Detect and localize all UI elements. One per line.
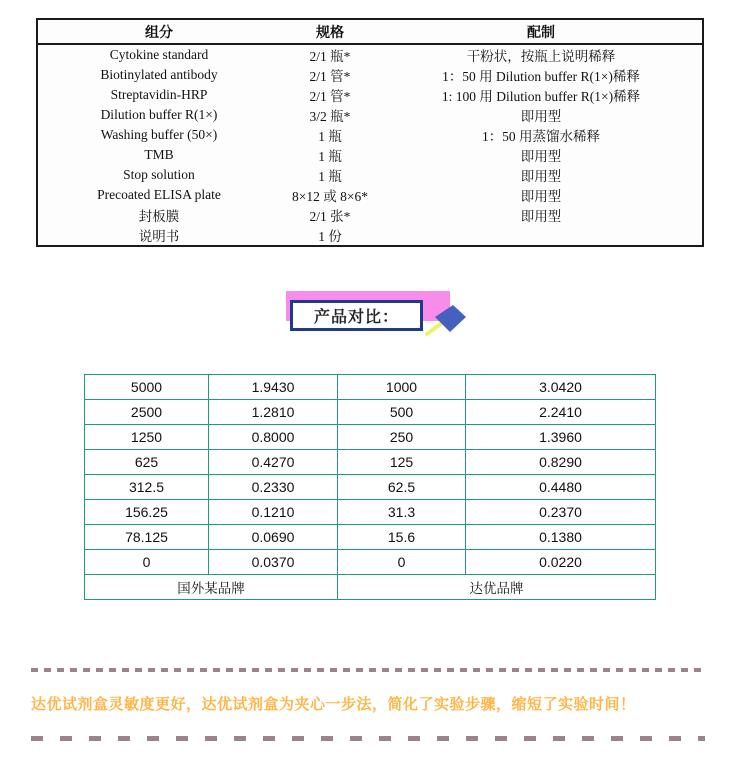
brand-b-concentration-cell: 15.6 [338, 525, 466, 550]
component-cell: 说明书 [138, 229, 180, 244]
prep-cell: 即用型 [520, 209, 562, 224]
brand-a-concentration-cell: 156.25 [85, 500, 209, 525]
brand-b-od-cell: 2.2410 [466, 400, 656, 425]
comparison-table-row [85, 375, 656, 400]
brand-b-concentration-cell: 500 [338, 400, 466, 425]
components-table-row [37, 105, 703, 125]
badge-label-box [290, 300, 423, 331]
brand-a-od-cell: 0.0370 [209, 550, 338, 575]
spec-cell: 2/1 管* [309, 89, 351, 104]
comparison-table-row [85, 550, 656, 575]
comparison-table-row [85, 400, 656, 425]
components-table-row [37, 44, 703, 65]
brand-a-od-cell: 1.9430 [209, 375, 338, 400]
prep-cell: 1: 100 用 Dilution buffer R(1×)稀释 [441, 89, 641, 104]
prep-cell: 即用型 [520, 189, 562, 204]
prep-cell: 即用型 [520, 109, 562, 124]
spec-cell: 2/1 张* [309, 209, 351, 224]
brand-b-label: 达优品牌 [338, 575, 656, 600]
brand-b-concentration-cell: 250 [338, 425, 466, 450]
prep-cell [380, 225, 703, 246]
component-cell: Precoated ELISA plate [97, 187, 221, 202]
component-cell: Biotinylated antibody [100, 67, 218, 82]
brand-b-od-cell: 0.2370 [466, 500, 656, 525]
component-cell: Stop solution [123, 167, 195, 182]
spec-cell: 1 瓶 [318, 129, 342, 144]
brand-a-concentration-cell: 78.125 [85, 525, 209, 550]
components-table-row [37, 145, 703, 165]
brand-a-concentration-cell: 625 [85, 450, 209, 475]
spec-cell: 8×12 或 8×6* [292, 189, 368, 204]
spec-cell: 1 瓶 [318, 149, 342, 164]
bottom-dashed-divider [31, 736, 705, 741]
brand-b-od-cell: 3.0420 [466, 375, 656, 400]
spec-column-header: 规格 [280, 19, 380, 44]
prep-cell: 1：50 用 Dilution buffer R(1×)稀释 [442, 69, 640, 84]
comparison-table-row [85, 525, 656, 550]
comparison-table-row [85, 475, 656, 500]
brand-a-concentration-cell: 1250 [85, 425, 209, 450]
prep-cell: 即用型 [520, 169, 562, 184]
flag-pen-icon [424, 304, 468, 337]
components-table-header-row [37, 19, 703, 44]
component-cell: 封板膜 [138, 209, 180, 224]
comparison-table-row [85, 425, 656, 450]
brand-a-od-cell: 1.2810 [209, 400, 338, 425]
brand-b-od-cell: 0.1380 [466, 525, 656, 550]
prep-cell: 1：50 用蒸馏水稀释 [481, 129, 601, 144]
brand-b-od-cell: 0.0220 [466, 550, 656, 575]
brand-a-od-cell: 0.2330 [209, 475, 338, 500]
components-table-row [37, 205, 703, 225]
brand-b-concentration-cell: 62.5 [338, 475, 466, 500]
highlight-note-text: 达优试剂盒灵敏度更好，达优试剂盒为夹心一步法，简化了实验步骤，缩短了实验时间！ [31, 696, 636, 713]
comparison-table-footer-row [85, 575, 656, 600]
components-table-row [37, 85, 703, 105]
spec-cell: 2/1 管* [309, 69, 351, 84]
prep-column-header: 配制 [380, 19, 703, 44]
brand-b-od-cell: 0.8290 [466, 450, 656, 475]
product-comparison-badge [286, 291, 468, 337]
component-cell: Streptavidin-HRP [110, 87, 208, 102]
prep-cell: 即用型 [520, 149, 562, 164]
top-dashed-divider [31, 668, 705, 672]
prep-cell: 干粉状，按瓶上说明稀释 [466, 49, 616, 64]
comparison-table [84, 374, 656, 600]
spec-cell: 2/1 瓶* [309, 49, 351, 64]
brand-a-concentration-cell: 0 [85, 550, 209, 575]
brand-a-label: 国外某品牌 [85, 575, 338, 600]
component-cell: TMB [144, 147, 174, 162]
components-table-row [37, 125, 703, 145]
spec-cell: 1 份 [318, 229, 342, 244]
brand-a-concentration-cell: 5000 [85, 375, 209, 400]
components-table-row [37, 165, 703, 185]
component-cell: Cytokine standard [109, 47, 209, 62]
components-table [36, 18, 704, 247]
brand-b-od-cell: 0.4480 [466, 475, 656, 500]
brand-a-od-cell: 0.1210 [209, 500, 338, 525]
brand-b-concentration-cell: 125 [338, 450, 466, 475]
component-column-header: 组分 [37, 19, 280, 44]
comparison-table-row [85, 500, 656, 525]
brand-b-concentration-cell: 1000 [338, 375, 466, 400]
brand-a-od-cell: 0.0690 [209, 525, 338, 550]
spec-cell: 3/2 瓶* [309, 109, 351, 124]
brand-b-od-cell: 1.3960 [466, 425, 656, 450]
components-table-row [37, 65, 703, 85]
brand-a-od-cell: 0.4270 [209, 450, 338, 475]
badge-label: 产品对比： [313, 309, 399, 326]
brand-a-concentration-cell: 312.5 [85, 475, 209, 500]
spec-cell: 1 瓶 [318, 169, 342, 184]
brand-a-concentration-cell: 2500 [85, 400, 209, 425]
components-table-row [37, 185, 703, 205]
brand-a-od-cell: 0.8000 [209, 425, 338, 450]
comparison-table-row [85, 450, 656, 475]
components-table-row [37, 225, 703, 246]
brand-b-concentration-cell: 0 [338, 550, 466, 575]
component-cell: Washing buffer (50×) [100, 127, 218, 142]
component-cell: Dilution buffer R(1×) [100, 107, 218, 122]
brand-b-concentration-cell: 31.3 [338, 500, 466, 525]
